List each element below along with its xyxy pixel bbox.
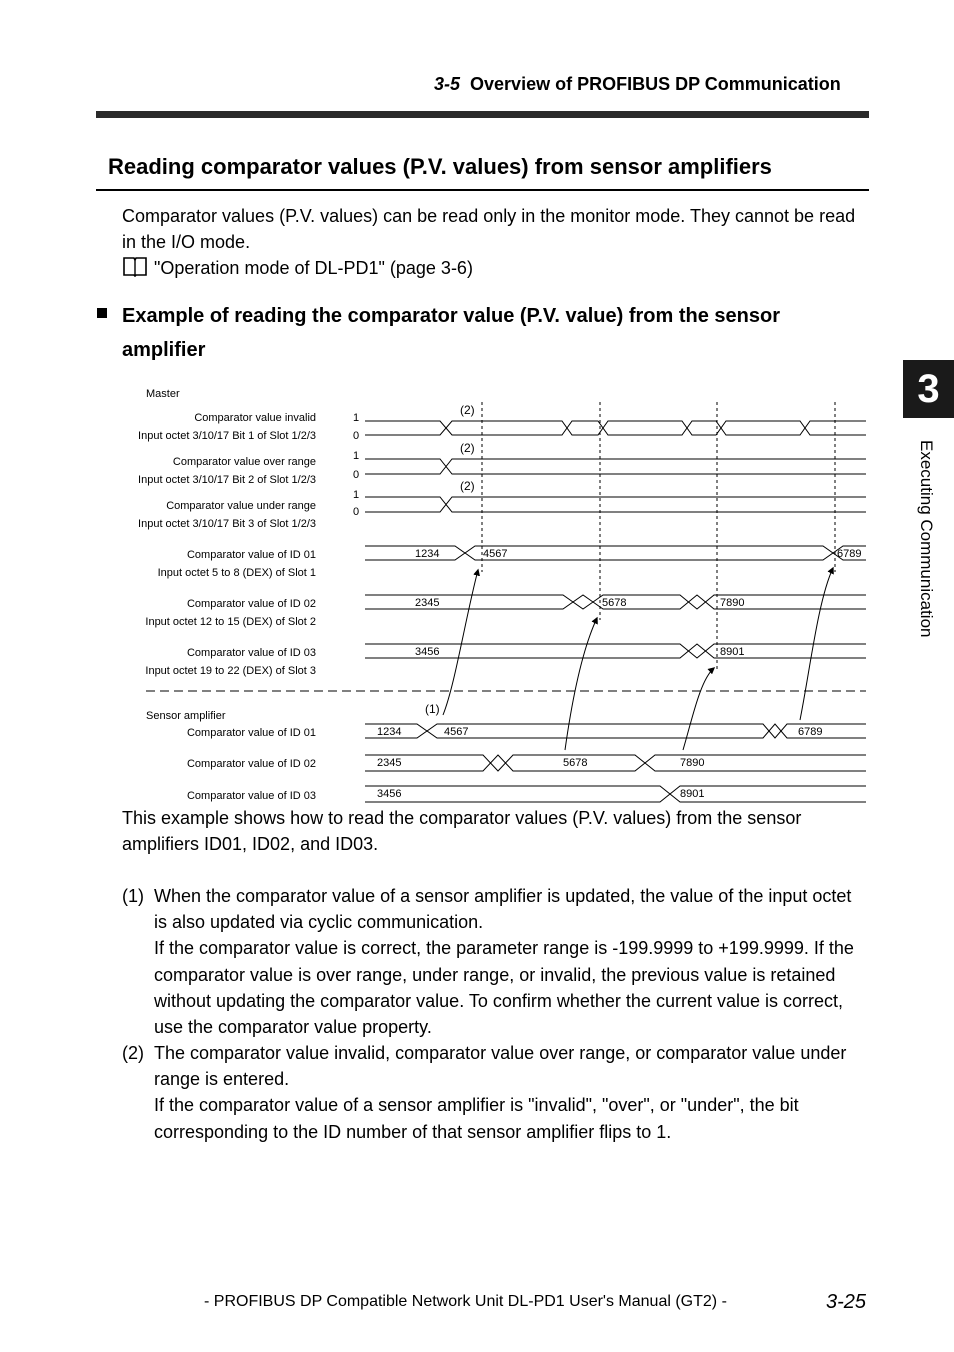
master-label: Master bbox=[146, 388, 180, 400]
sensor-amplifier-label: Sensor amplifier bbox=[146, 710, 226, 722]
invalid-signal-label: Comparator value invalid bbox=[194, 412, 316, 424]
header-bar bbox=[96, 111, 869, 118]
under-range-bit-waveform bbox=[365, 497, 866, 512]
invalid-bit-waveform-complement bbox=[365, 421, 866, 435]
master-id01-bus-top bbox=[365, 546, 866, 553]
footer-manual-title: - PROFIBUS DP Compatible Network Unit DL-PD1 User's Manual (GT2) - bbox=[204, 1293, 727, 1310]
chapter-label: Executing Communication bbox=[917, 440, 936, 638]
under-range-signal-sublabel: Input octet 3/10/17 Bit 3 of Slot 1/2/3 bbox=[138, 518, 316, 530]
description-paragraph: This example shows how to read the comparator values (P.V. values) from the sensor amplifiers ID01, ID02, and ID03. bbox=[122, 808, 802, 855]
master-id02-value-3: 7890 bbox=[720, 597, 745, 609]
under-range-signal-label: Comparator value under range bbox=[166, 500, 316, 512]
master-id03-value-1: 3456 bbox=[415, 646, 440, 658]
sensor-id01-bus-bottom bbox=[365, 724, 866, 738]
note-1-label: (1) bbox=[425, 702, 440, 716]
sensor-id01-bus-top bbox=[365, 724, 866, 738]
note-number: (2) bbox=[122, 1043, 144, 1063]
subsection-title: Example of reading the comparator value (P.V. value) from the sensor amplifier bbox=[122, 305, 780, 361]
under-low-level: 0 bbox=[353, 506, 360, 518]
master-id02-label: Comparator value of ID 02 bbox=[186, 598, 316, 610]
sensor-id03-label: Comparator value of ID 03 bbox=[186, 790, 316, 802]
note-2-invalid: (2) bbox=[460, 403, 475, 417]
timing-diagram bbox=[0, 380, 954, 808]
master-id03-value-2: 8901 bbox=[720, 646, 745, 658]
note-text: When the comparator value of a sensor amplifier is updated, the value of the input octet is also updated via cyclic communication. bbox=[154, 886, 852, 933]
note-text: The comparator value invalid, comparator value over range, or comparator value under range is entered. bbox=[154, 1043, 847, 1090]
master-id01-value-1: 1234 bbox=[415, 548, 440, 560]
invalid-signal-sublabel: Input octet 3/10/17 Bit 1 of Slot 1/2/3 bbox=[138, 430, 316, 442]
invalid-bit-waveform bbox=[365, 421, 866, 435]
under-high-level: 1 bbox=[353, 489, 360, 501]
master-id03-sublabel: Input octet 19 to 22 (DEX) of Slot 3 bbox=[145, 665, 316, 677]
intro-paragraph: Comparator values (P.V. values) can be read only in the monitor mode. They cannot be read in the I/O mode. bbox=[122, 206, 856, 253]
master-id03-bus-bottom bbox=[365, 644, 866, 658]
sensor-id02-value-1: 2345 bbox=[377, 757, 402, 769]
sensor-id01-value-2: 4567 bbox=[444, 726, 469, 738]
title-rule bbox=[96, 189, 869, 191]
reference-link[interactable] bbox=[122, 255, 473, 282]
sensor-id03-bus-bottom bbox=[365, 794, 866, 802]
master-id02-value-1: 2345 bbox=[415, 597, 440, 609]
note-detail: If the comparator value of a sensor amplifier is "invalid", "over", or "under", the bit corresponding to the ID number of that sensor amplifier flips to 1. bbox=[154, 1095, 799, 1142]
over-range-bit-waveform-complement bbox=[365, 459, 866, 474]
over-low-level: 0 bbox=[353, 469, 360, 481]
reference-text: "Operation mode of DL-PD1" (page 3-6) bbox=[154, 258, 473, 278]
master-id01-value-2: 4567 bbox=[483, 548, 508, 560]
invalid-low-level: 0 bbox=[353, 430, 360, 442]
section-title: Overview of PROFIBUS DP Communication bbox=[470, 74, 841, 94]
chapter-tab: 3 bbox=[903, 360, 954, 418]
master-id01-sublabel: Input octet 5 to 8 (DEX) of Slot 1 bbox=[157, 567, 316, 579]
sensor-id03-value-1: 3456 bbox=[377, 788, 402, 800]
sensor-id02-value-3: 7890 bbox=[680, 757, 705, 769]
invalid-high-level: 1 bbox=[353, 412, 360, 424]
master-id03-bus-top bbox=[365, 644, 866, 658]
book-icon bbox=[122, 255, 148, 282]
over-range-bit-waveform bbox=[365, 459, 866, 474]
over-range-signal-label: Comparator value over range bbox=[172, 456, 316, 468]
sensor-id03-value-2: 8901 bbox=[680, 788, 705, 800]
master-id01-label: Comparator value of ID 01 bbox=[186, 549, 316, 561]
update-arrow-id01 bbox=[443, 570, 478, 715]
master-id02-value-2: 5678 bbox=[602, 597, 627, 609]
square-bullet-icon bbox=[97, 308, 107, 318]
page-title: Reading comparator values (P.V. values) from sensor amplifiers bbox=[108, 154, 772, 179]
under-range-bit-waveform-complement bbox=[365, 497, 866, 512]
note-2-over: (2) bbox=[460, 441, 475, 455]
sensor-id02-bus-bottom bbox=[365, 755, 866, 771]
sensor-id02-value-2: 5678 bbox=[563, 757, 588, 769]
note-detail: If the comparator value is correct, the parameter range is -199.9999 to +199.9999. If the comparator value is over range, under range, or invalid, the previous value is retained without updating the comparator value. To confirm whether the current value is correct, use the comparator value property. bbox=[154, 938, 854, 1038]
page-number: 3-25 bbox=[826, 1291, 867, 1313]
sensor-id01-value-3: 6789 bbox=[798, 726, 823, 738]
note-2-under: (2) bbox=[460, 479, 475, 493]
section-number: 3-5 bbox=[434, 74, 461, 94]
sensor-id01-label: Comparator value of ID 01 bbox=[186, 727, 316, 739]
update-arrow-id02 bbox=[565, 618, 597, 750]
over-range-signal-sublabel: Input octet 3/10/17 Bit 2 of Slot 1/2/3 bbox=[138, 474, 316, 486]
sensor-id02-label: Comparator value of ID 02 bbox=[186, 758, 316, 770]
master-id01-value-3: 6789 bbox=[837, 548, 862, 560]
sensor-id03-bus-top bbox=[365, 786, 866, 794]
note-number: (1) bbox=[122, 886, 144, 906]
over-high-level: 1 bbox=[353, 450, 360, 462]
master-id01-bus-bottom bbox=[365, 553, 866, 560]
sensor-id02-bus-top bbox=[365, 755, 866, 771]
sensor-id01-value-1: 1234 bbox=[377, 726, 402, 738]
master-id03-label: Comparator value of ID 03 bbox=[186, 647, 316, 659]
master-id02-sublabel: Input octet 12 to 15 (DEX) of Slot 2 bbox=[145, 616, 316, 628]
header-section bbox=[434, 74, 841, 95]
